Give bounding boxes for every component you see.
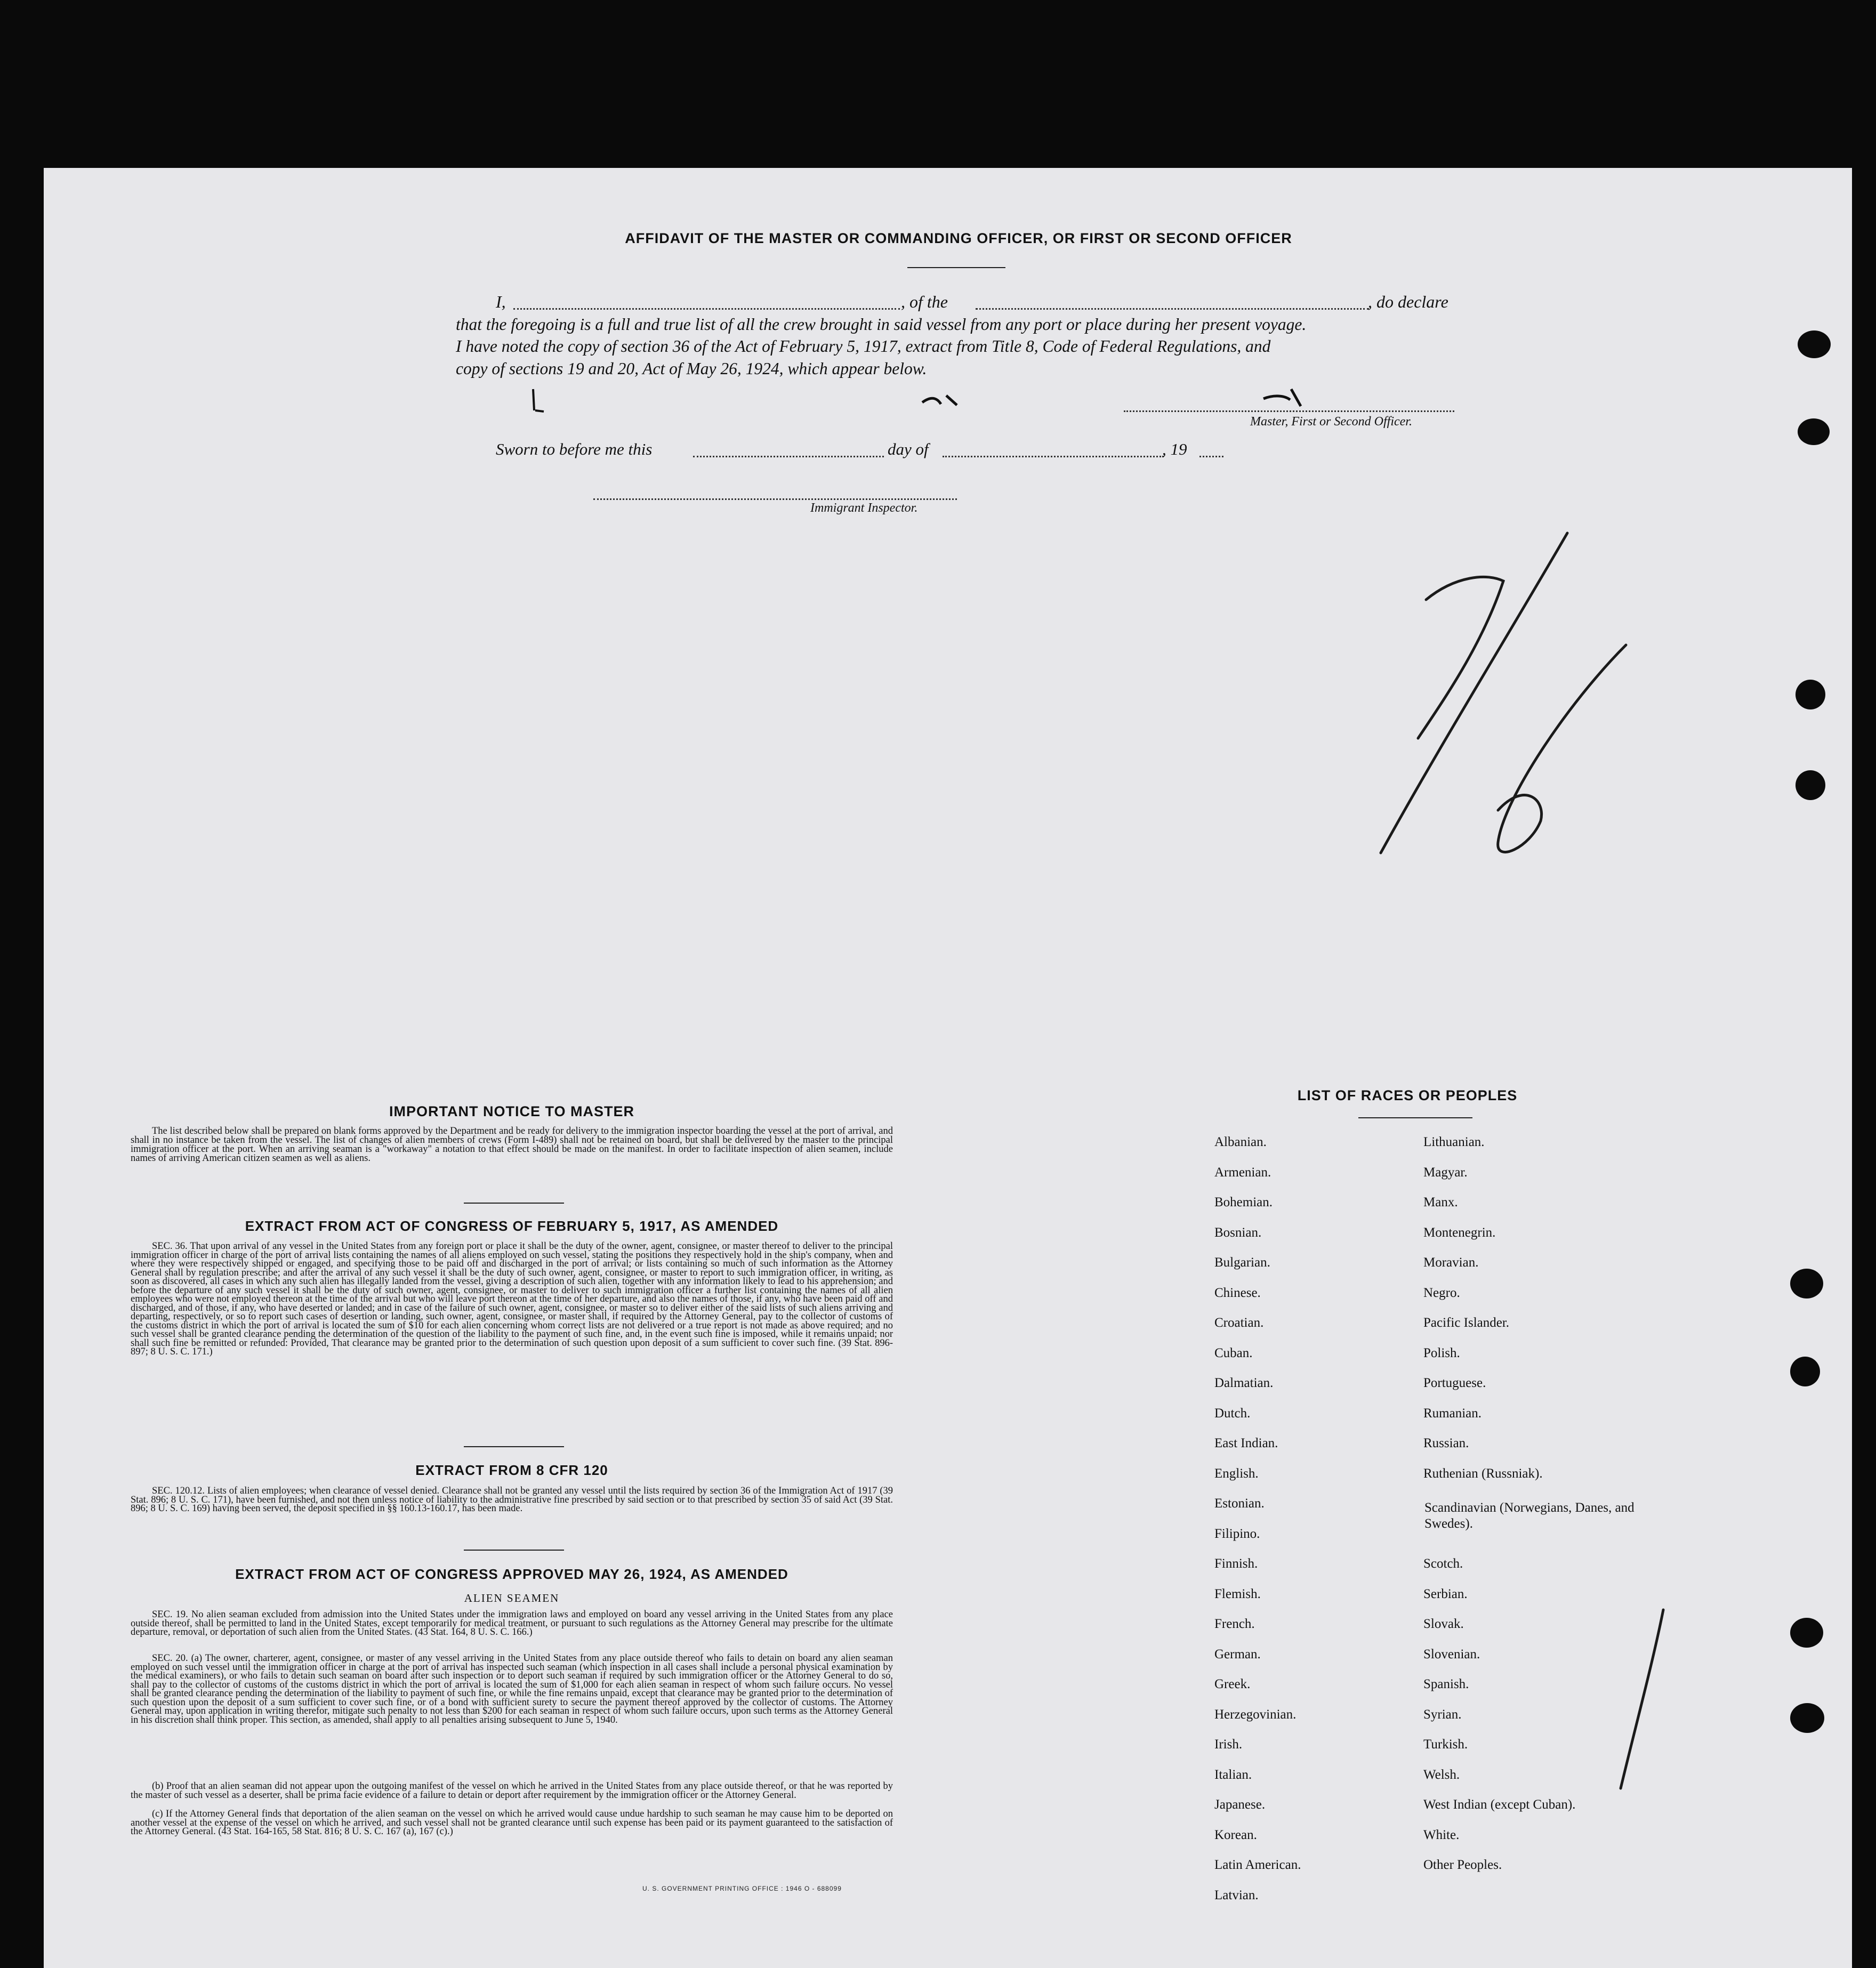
handwritten-large-mark — [1375, 522, 1653, 906]
race-item: Finnish. — [1214, 1556, 1258, 1571]
race-item: Spanish. — [1423, 1677, 1469, 1691]
extract1924-sec20a: SEC. 20. (a) The owner, charterer, agent, consignee, or master of any vessel arriving in the United States from any place outside thereof who fails to detain on board any alien seaman employed on such vessel until the immigration officer in charge at the port of arrival has inspected such seaman (which inspection in all cases shall include a personal physical examination by the medical examiners), or who fails to detain such seaman on board after such inspection or to deport such seaman if required by such immigration officer or the Attorney General to do so, shall pay to the collector of customs of the customs district in which the port of arrival is located the sum of $1,000 for each alien seaman in respect of whom such failure occurs. No vessel shall be granted clearance pending the determination of the liability to payment of such fine, or while the fine remains unpaid, except that clearance may be granted prior to the determination of such question upon the deposit of a sum sufficient to cover such fine, or of a bond with sufficient surety to secure the payment thereof approved by the collector of customs. The Attorney General may, upon application in writing therefor, mitigate such penalty to not less than $200 for each seaman in respect of whom such failure occurs, upon such terms as the Attorney General in his discretion shall think proper. This section, as amended, shall apply to all penalties arising subsequent to June 5, 1940. — [131, 1653, 893, 1725]
affidavit-line1-of-the: , of the — [901, 292, 948, 311]
sworn-prefix: Sworn to before me this — [496, 440, 653, 458]
race-item: Turkish. — [1423, 1737, 1468, 1752]
races-left-column — [1214, 1134, 1301, 1917]
race-item: Dutch. — [1214, 1406, 1251, 1421]
punch-hole — [1798, 330, 1831, 358]
sworn-year-label: , 19 — [1162, 440, 1187, 458]
affidavit-heading: AFFIDAVIT OF THE MASTER OR COMMANDING OFFICER, OR FIRST OR SECOND OFFICER — [625, 230, 1292, 246]
affidavit-line2: that the foregoing is a full and true list of all the crew brought in said vessel from any port or place during her present voyage. — [456, 315, 1307, 334]
race-item: West Indian (except Cuban). — [1423, 1797, 1576, 1812]
extract1924-sec20c: (c) If the Attorney General finds that deportation of the alien seaman on the vessel on which he arrived would cause undue hardship to such seaman he may cause him to be deported on another vessel at the expense of the vessel on which he arrived, and such vessel shall not be granted clearance until such expense has been paid or its payment guaranteed to the satisfaction of the Attorney General. (43 Stat. 164-165, 58 Stat. 816; 8 U. S. C. 167 (a), 167 (c).) — [131, 1809, 893, 1837]
race-item: Korean. — [1214, 1827, 1257, 1842]
race-item: French. — [1214, 1617, 1255, 1631]
extract8cfr-body: SEC. 120.12. Lists of alien employees; when clearance of vessel denied. Clearance shall not be granted any vessel until the lists required by section 36 of the Immigration Act of 1917 (39 Stat. 896; 8 U. S. C. 171), have been furnished, and not then unless notice of liability to the administrative fine prescribed by said section or to that prescribed by section 35 of said Act (39 Stat. 896; 8 U. S. C. 169) having been served, the deposit specified in §§ 160.13-160.17, has been made. — [131, 1486, 893, 1514]
race-item: Latin American. — [1214, 1858, 1301, 1872]
race-item: East Indian. — [1214, 1436, 1278, 1450]
notice-rule — [464, 1203, 564, 1204]
inspector-signature-line — [593, 498, 957, 500]
punch-hole — [1796, 680, 1825, 709]
punch-hole — [1790, 1618, 1823, 1648]
extract1924-sec20b: (b) Proof that an alien seaman did not appear upon the outgoing manifest of the vessel on which he arrived in the United States from any place outside thereof, or that he was reported by the master of such vessel as a deserter, shall be prima facie evidence of a failure to detain or deport after requirement by the immigration officer or the Attorney General. — [131, 1781, 893, 1801]
race-item: Bohemian. — [1214, 1195, 1273, 1209]
race-item: Scandinavian (Norwegians, Danes, and Swedes). — [1424, 1501, 1635, 1531]
race-item: Croatian. — [1214, 1316, 1264, 1330]
race-item: Italian. — [1214, 1767, 1252, 1782]
master-caption: Master, First or Second Officer. — [1250, 415, 1412, 429]
punch-hole — [1790, 1703, 1824, 1733]
race-item: Albanian. — [1214, 1135, 1267, 1149]
race-item: Manx. — [1423, 1195, 1458, 1209]
extract1917-heading: EXTRACT FROM ACT OF CONGRESS OF FEBRUARY 5, 1917, AS AMENDED — [245, 1218, 779, 1234]
race-item: German. — [1214, 1647, 1261, 1661]
signature-scribbles — [528, 384, 1327, 421]
race-item: Lithuanian. — [1423, 1135, 1485, 1149]
race-item: English. — [1214, 1466, 1259, 1481]
punch-hole — [1798, 418, 1830, 445]
races-heading: LIST OF RACES OR PEOPLES — [1297, 1087, 1518, 1103]
affidavit-line3: I have noted the copy of section 36 of the Act of February 5, 1917, extract from Title 8, Code of Federal Regulations, and — [456, 337, 1271, 356]
race-item: Slovenian. — [1423, 1647, 1480, 1661]
race-item: Russian. — [1423, 1436, 1469, 1450]
affidavit-heading-rule — [907, 267, 1005, 268]
race-item: Magyar. — [1423, 1165, 1468, 1180]
punch-hole — [1790, 1357, 1820, 1386]
race-item: Scotch. — [1423, 1556, 1463, 1571]
race-item: Irish. — [1214, 1737, 1243, 1752]
inspector-caption: Immigrant Inspector. — [810, 501, 918, 515]
race-item: Flemish. — [1214, 1586, 1261, 1601]
race-item: Japanese. — [1214, 1797, 1266, 1812]
race-item: Filipino. — [1214, 1526, 1260, 1541]
affidavit-line1-i: I, — [496, 292, 506, 311]
races-right-column — [1423, 1134, 1647, 1888]
sworn-day-blank — [693, 456, 884, 457]
extract1917-rule — [464, 1446, 564, 1447]
notice-body: The list described below shall be prepared on blank forms approved by the Department and be ready for delivery to the immigration inspector boarding the vessel at the port of arrival, and shall in no instance be taken from the vessel. The list of changes of alien members of crews (Form I-489) shall not be retained on board, but shall be delivered by the master to the principal immigration officer at the port. When an arriving seaman is a "workaway" a notation to that effect should be made on the manifest. In order to facilitate inspection of alien seamen, include names of arriving American citizen seamen as well as aliens. — [131, 1126, 893, 1164]
race-item: Syrian. — [1423, 1707, 1462, 1722]
race-item: Cuban. — [1214, 1345, 1253, 1360]
extract8cfr-rule — [464, 1550, 564, 1551]
affidavit-line4: copy of sections 19 and 20, Act of May 26, 1924, which appear below. — [456, 359, 927, 378]
race-item: Bosnian. — [1214, 1225, 1262, 1240]
extract1924-heading: EXTRACT FROM ACT OF CONGRESS APPROVED MAY 26, 1924, AS AMENDED — [235, 1566, 788, 1582]
affidavit-name-blank — [513, 308, 900, 310]
races-rule — [1358, 1117, 1472, 1118]
extract1924-sec19: SEC. 19. No alien seaman excluded from admission into the United States under the immigration laws and employed on board any vessel arriving in the United States from any place outside thereof, shall be permitted to land in the United States, except temporarily for medical treatment, or pursuant to such regulations as the Attorney General may prescribe for the ultimate departure, removal, or deportation of such alien from the United States. (43 Stat. 164, 8 U. S. C. 166.) — [131, 1609, 893, 1638]
race-item: Greek. — [1214, 1677, 1251, 1691]
race-item: White. — [1423, 1827, 1460, 1842]
race-item: Chinese. — [1214, 1285, 1261, 1300]
race-item: Bulgarian. — [1214, 1255, 1270, 1270]
race-item: Moravian. — [1423, 1255, 1479, 1270]
race-item: Negro. — [1423, 1285, 1460, 1300]
race-item: Estonian. — [1214, 1496, 1265, 1511]
race-item: Rumanian. — [1423, 1406, 1482, 1421]
race-item: Pacific Islander. — [1423, 1316, 1510, 1330]
sworn-month-blank — [943, 456, 1164, 457]
sworn-year-blank — [1199, 456, 1223, 457]
notice-heading: IMPORTANT NOTICE TO MASTER — [389, 1103, 634, 1119]
affidavit-line1-declare: , do declare — [1368, 292, 1448, 311]
punch-hole — [1790, 1269, 1823, 1298]
extract8cfr-heading: EXTRACT FROM 8 CFR 120 — [415, 1462, 608, 1478]
race-item: Welsh. — [1423, 1767, 1460, 1782]
affidavit-vessel-blank — [976, 308, 1369, 310]
race-item: Slovak. — [1423, 1617, 1464, 1631]
race-item: Other Peoples. — [1423, 1858, 1502, 1872]
race-item: Herzegovinian. — [1214, 1707, 1297, 1722]
race-item: Polish. — [1423, 1345, 1460, 1360]
race-item: Portuguese. — [1423, 1376, 1486, 1390]
race-item: Serbian. — [1423, 1586, 1468, 1601]
race-item: Ruthenian (Russniak). — [1423, 1466, 1543, 1481]
printer-line: U. S. GOVERNMENT PRINTING OFFICE : 1946 O - 688099 — [642, 1885, 842, 1892]
race-item: Armenian. — [1214, 1165, 1271, 1180]
extract1924-subheading: ALIEN SEAMEN — [464, 1592, 560, 1604]
race-item: Latvian. — [1214, 1888, 1259, 1902]
punch-hole — [1796, 770, 1825, 800]
race-item: Dalmatian. — [1214, 1376, 1274, 1390]
race-item: Montenegrin. — [1423, 1225, 1496, 1240]
extract1917-body: SEC. 36. That upon arrival of any vessel in the United States from any foreign port or place it shall be the duty of the owner, agent, consignee, or master thereof to deliver to the principal immigration officer in charge of the port of arrival lists containing the names of all aliens employed on such vessel, stating the positions they respectively hold in the ship's company, when and where they were respectively shipped or engaged, and specifying those to be paid off and discharged in the port of arrival; or lists containing so much of such information as the Attorney General shall by regulation prescribe; and after the arrival of any such vessel it shall be the duty of such owner, agent, consignee, or master to report to such immigration officer, in writing, as soon as discovered, all cases in which any such alien has illegally landed from the vessel, giving a description of such alien, together with any information likely to lead to his apprehension; and before the departure of any such vessel it shall be the duty of such owner, agent, consignee, or master to deliver to such immigration officer a further list containing the names of all alien employees who were not employed thereon at the time of the arrival but who will leave port thereon at the time of her departure, and also the names of those, if any, who have been paid off and discharged, and of those, if any, who have deserted or landed; and in case of the failure of such owner, agent, consignee, or master so to deliver either of the said lists of such aliens arriving and departing, respectively, or so to report such cases of desertion or landing, such owner, agent, consignee, or master shall, if required by the Attorney General, pay to the collector of customs of the customs district in which the port of arrival is located the sum of $10 for each alien concerning whom correct lists are not delivered or a true report is not made as above required; and no such vessel shall be granted clearance pending the determination of the question of the liability to the payment of such fine, and, in the event such fine is imposed, while it remains unpaid; nor shall such fine be remitted or refunded: Provided, That clearance may be granted prior to the determination of such question upon deposit of a sum sufficient to cover such fine. (39 Stat. 896-897; 8 U. S. C. 171.) — [131, 1241, 893, 1357]
sworn-day-label: day of — [888, 440, 929, 458]
